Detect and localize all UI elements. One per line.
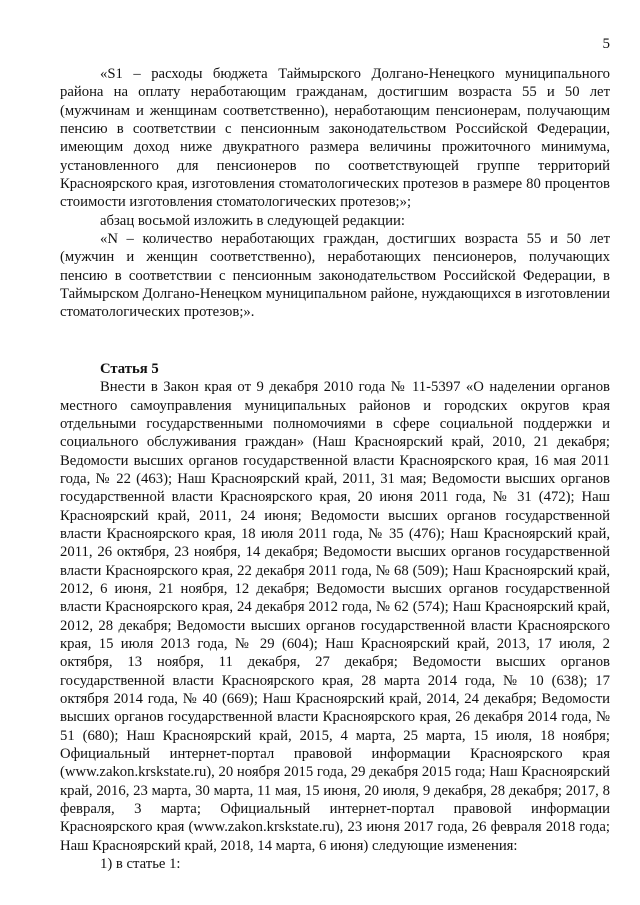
- paragraph-n-definition: «N – количество неработающих граждан, достигших возраста 55 и 50 лет (мужчин и женщин соответственно), неработающих пенсионеров, получающих пенсию в соответствии с пенсионным законодательством Российской Федерации, в Таймырском Долгано-Ненецком муниципальном районе, нуждающихся в изготовлении стоматологических протезов;».: [60, 231, 610, 321]
- document-body: [60, 65, 610, 873]
- paragraph-s1-definition: «S1 – расходы бюджета Таймырского Долгано-Ненецкого муниципального района на оплату неработающим гражданам, достигшим возраста 55 и 50 лет (мужчинам и женщинам соответственно), неработающим пенсионерам, получающим пенсию в соответствии с пенсионным законодательством Российской Федерации, имеющим доход ниже двукратного размера величины прожиточного минимума, установленного для пенсионеров по соответствующей группе территорий Красноярского края, изготовления стоматологических протезов в размере 80 процентов стоимости изготовления стоматологических протезов;»;: [60, 66, 610, 211]
- list-item-1: 1) в статье 1:: [100, 856, 181, 873]
- paragraph-instruction: абзац восьмой изложить в следующей редакции:: [100, 212, 405, 229]
- article-heading: Статья 5: [100, 360, 159, 377]
- article-body: Внести в Закон края от 9 декабря 2010 года № 11-5397 «О наделении органов местного самоуправления муниципальных районов и городских округов края отдельными государственными полномочиями в сфере социальной поддержки и социального обслуживания граждан» (Наш Красноярский край, 2010, 21 декабря; Ведомости высших органов государственной власти Красноярского края, 16 мая 2011 года, № 22 (463); Наш Красноярский край, 2011, 31 мая; Ведомости высших органов государственной власти Красноярского края, 20 июня 2011 года, № 31 (472); Наш Красноярский край, 2011, 24 июня; Ведомости высших органов государственной власти Красноярского края, 18 июля 2011 года, № 35 (476); Наш Красноярский край, 2011, 26 октября, 23 ноября, 14 декабря; Ведомости высших органов государственной власти Красноярского края, 22 декабря 2011 года, № 68 (509); Наш Красноярский край, 2012, 6 июня, 21 ноября, 12 декабря; Ведомости высших органов государственной власти Красноярского края, 24 декабря 2012 года, № 62 (574); Наш Красноярский край, 2012, 28 декабря; Ведомости высших органов государственной власти Красноярского края, 15 июля 2013 года, № 29 (604); Наш Красноярский край, 2013, 17 июля, 2 октября, 13 ноября, 11 декабря, 27 декабря; Ведомости высших органов государственной власти Красноярского края, 28 марта 2014 года, № 10 (638); 17 октября 2014 года, № 40 (669); Наш Красноярский край, 2014, 24 декабря; Ведомости высших органов государственной власти Красноярского края, 26 декабря 2014 года, № 51 (680); Наш Красноярский край, 2015, 4 марта, 25 марта, 15 июля, 18 ноября; Официальный интернет-портал правовой информации Красноярского края (www.zakon.krskstate.ru), 20 ноября 2015 года, 29 декабря 2015 года; Наш Красноярский край, 2016, 23 марта, 30 марта, 11 мая, 15 июня, 20 июля, 9 декабря, 28 декабря; 2017, 8 февраля, 3 марта; Официальный интернет-портал правовой информации Красноярского края (www.zakon.krskstate.ru), 23 июня 2017 года, 26 февраля 2018 года; Наш Красноярский край, 2018, 14 марта, 6 июня) следующие изменения:: [60, 379, 610, 854]
- page-number: 5: [602, 36, 610, 52]
